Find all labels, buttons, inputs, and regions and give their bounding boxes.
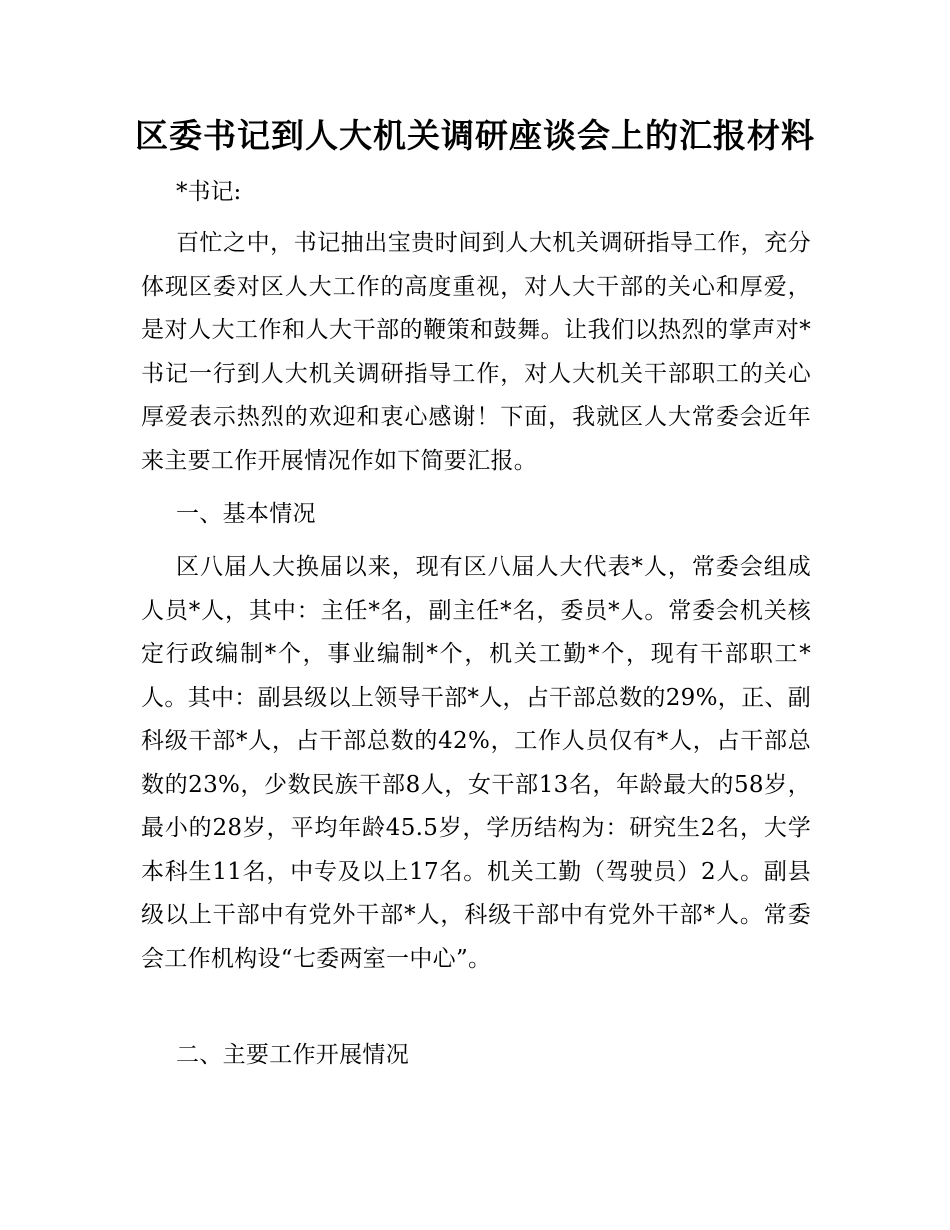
opening-paragraph: 百忙之中，书记抽出宝贵时间到人大机关调研指导工作，充分体现区委对区人大工作的高度重视，对人大干部的关心和厚爱，是对人大工作和人大干部的鞭策和鼓舞。让我们以热烈的掌声对*书记一行到人大机关调研指导工作，对人大机关干部职工的关心厚爱表示热烈的欢迎和衷心感谢！下面，我就区人大常委会近年来主要工作开展情况作如下简要汇报。 xyxy=(141,230,811,474)
section-heading-main-work: 二、主要工作开展情况 xyxy=(176,1042,409,1068)
salutation: *书记: xyxy=(176,179,242,205)
section-heading-basic-situation: 一、基本情况 xyxy=(176,501,316,527)
basic-situation-paragraph: 区八届人大换届以来，现有区八届人大代表*人，常委会组成人员*人，其中：主任*名，副主任*名，委员*人。常委会机关核定行政编制*个，事业编制*个，机关工勤*个，现有干部职工*人。其中：副县级以上领导干部*人，占干部总数的29%，正、副科级干部*人，占干部总数的42%，工作人员仅有*人，占干部总数的23%，少数民族干部8人，女干部13名，年龄最大的58岁，最小的28岁，平均年龄45.5岁，学历结构为：研究生2名，大学本科生11名，中专及以上17名。机关工勤（驾驶员）2人。副县级以上干部中有党外干部*人，科级干部中有党外干部*人。常委会工作机构设“七委两室一中心”。 xyxy=(141,554,811,972)
document-title: 区委书记到人大机关调研座谈会上的汇报材料 xyxy=(135,116,815,155)
